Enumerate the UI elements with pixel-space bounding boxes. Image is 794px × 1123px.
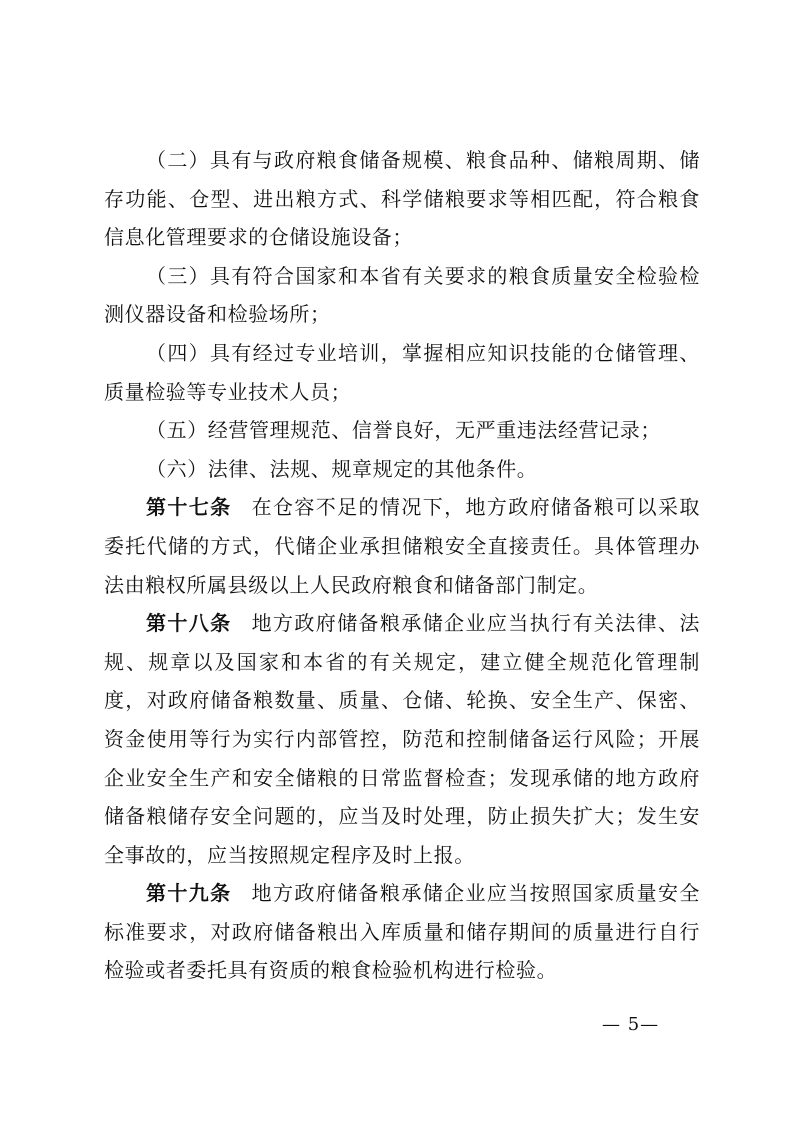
article-18-number: 第十八条 (146, 611, 232, 636)
article-19-number: 第十九条 (146, 881, 232, 906)
list-item-2: （二）具有与政府粮食储备规模、粮食品种、储粮周期、储存功能、仓型、进出粮方式、科学储粮要求等相匹配，符合粮食信息化管理要求的仓储设施设备； (104, 148, 700, 250)
article-17-number: 第十七条 (146, 495, 232, 520)
list-item-4: （四）具有经过专业培训，掌握相应知识技能的仓储管理、质量检验等专业技术人员； (104, 340, 700, 404)
list-item-5: （五）经营管理规范、信誉良好，无严重违法经营记录； (146, 418, 661, 443)
list-item-3: （三）具有符合国家和本省有关要求的粮食质量安全检验检测仪器设备和检验场所； (104, 263, 700, 327)
document-body (104, 141, 700, 990)
article-18 (104, 604, 700, 874)
article-18-text: 地方政府储备粮承储企业应当执行有关法律、法规、规章以及国家和本省的有关规定，建立健全规范化管理制度，对政府储备粮数量、质量、仓储、轮换、安全生产、保密、资金使用等行为实行内部管控，防范和控制储备运行风险；开展企业安全生产和安全储粮的日常监督检查；发现承储的地方政府储备粮储存安全问题的，应当及时处理，防止损失扩大；发生安全事故的，应当按照规定程序及时上报。 (104, 611, 700, 867)
article-17-text: 在仓容不足的情况下，地方政府储备粮可以采取委托代储的方式，代储企业承担储粮安全直接责任。具体管理办法由粮权所属县级以上人民政府粮食和储备部门制定。 (104, 495, 700, 597)
page-number: — 5— (602, 1014, 660, 1035)
article-19-text: 地方政府储备粮承储企业应当按照国家质量安全标准要求，对政府储备粮出入库质量和储存期间的质量进行自行检验或者委托具有资质的粮食检验机构进行检验。 (104, 881, 700, 983)
list-item-6: （六）法律、法规、规章规定的其他条件。 (146, 456, 538, 481)
article-19 (104, 874, 700, 990)
article-17 (104, 488, 700, 604)
